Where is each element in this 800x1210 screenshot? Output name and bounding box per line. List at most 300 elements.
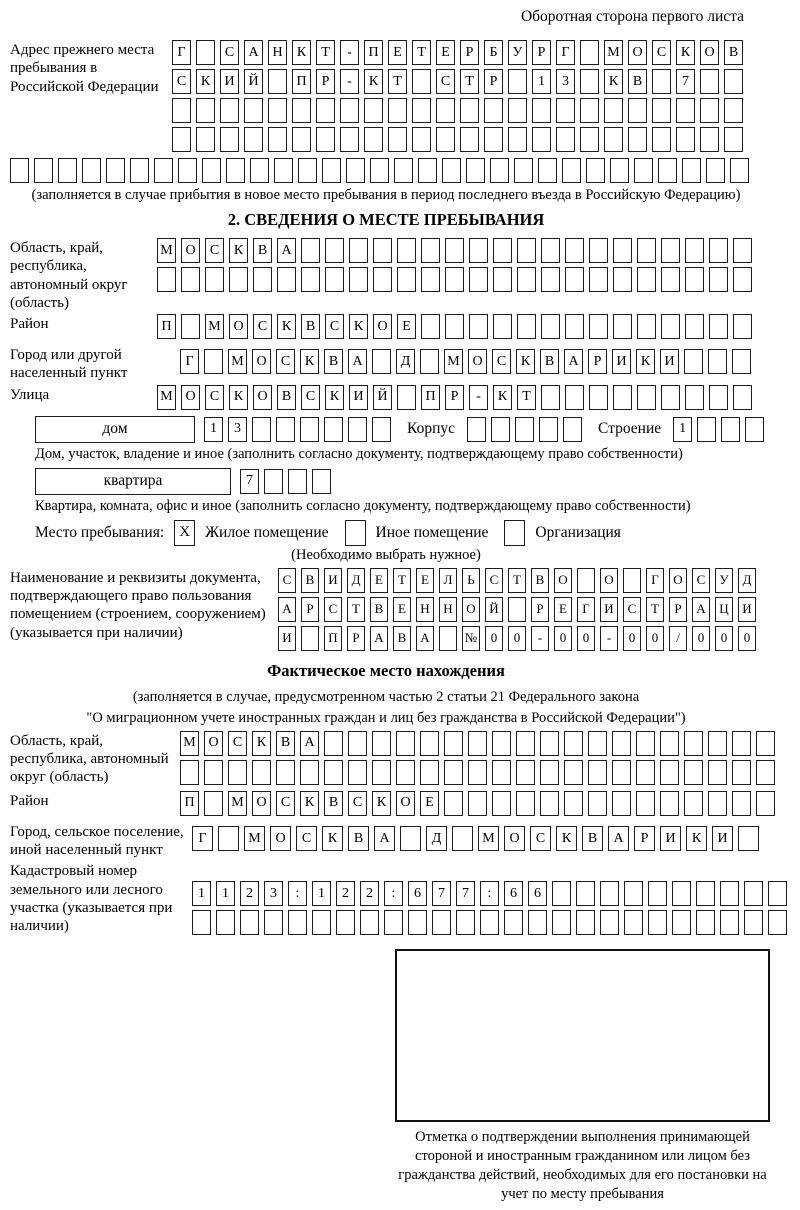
char-box[interactable]: Й	[244, 69, 263, 94]
char-box[interactable]: В	[324, 791, 343, 816]
char-box[interactable]	[204, 349, 223, 374]
char-box[interactable]	[157, 267, 176, 292]
char-box[interactable]: 3	[556, 69, 575, 94]
char-box[interactable]	[420, 731, 439, 756]
char-box[interactable]	[322, 158, 341, 183]
char-box[interactable]	[264, 910, 283, 935]
char-box[interactable]	[325, 267, 344, 292]
char-box[interactable]: Е	[436, 40, 455, 65]
char-box[interactable]: :	[288, 881, 307, 906]
char-box[interactable]: 1	[204, 417, 223, 442]
char-box[interactable]: 1	[312, 881, 331, 906]
char-box[interactable]	[661, 267, 680, 292]
char-box[interactable]	[562, 158, 581, 183]
char-box[interactable]	[708, 760, 727, 785]
char-box[interactable]	[700, 69, 719, 94]
char-box[interactable]	[540, 731, 559, 756]
char-box[interactable]: С	[172, 69, 191, 94]
char-box[interactable]	[288, 910, 307, 935]
char-box[interactable]: М	[228, 349, 247, 374]
char-box[interactable]	[730, 158, 749, 183]
char-box[interactable]: 0	[485, 626, 503, 651]
char-box[interactable]: Е	[554, 597, 572, 622]
char-box[interactable]	[541, 267, 560, 292]
char-box[interactable]: К	[300, 349, 319, 374]
char-box[interactable]	[516, 731, 535, 756]
char-box[interactable]	[708, 349, 727, 374]
char-box[interactable]	[538, 158, 557, 183]
char-box[interactable]	[685, 238, 704, 263]
char-box[interactable]: М	[444, 349, 463, 374]
char-box[interactable]: 1	[532, 69, 551, 94]
char-box[interactable]	[768, 910, 787, 935]
char-box[interactable]	[252, 417, 271, 442]
char-box[interactable]: Г	[192, 826, 213, 851]
char-box[interactable]	[196, 98, 215, 123]
char-box[interactable]: К	[229, 385, 248, 410]
char-box[interactable]: К	[300, 791, 319, 816]
char-box[interactable]	[34, 158, 53, 183]
char-box[interactable]	[652, 127, 671, 152]
char-box[interactable]: 2	[240, 881, 259, 906]
char-box[interactable]	[348, 417, 367, 442]
char-box[interactable]	[82, 158, 101, 183]
char-box[interactable]: Р	[316, 69, 335, 94]
char-box[interactable]: И	[278, 626, 296, 651]
char-box[interactable]	[541, 385, 560, 410]
char-box[interactable]: Р	[347, 626, 365, 651]
char-box[interactable]	[274, 158, 293, 183]
char-box[interactable]: 0	[577, 626, 595, 651]
char-box[interactable]	[604, 127, 623, 152]
char-box[interactable]	[565, 385, 584, 410]
char-box[interactable]	[469, 238, 488, 263]
char-box[interactable]	[532, 98, 551, 123]
char-box[interactable]: Н	[416, 597, 434, 622]
char-box[interactable]	[745, 417, 764, 442]
char-box[interactable]	[491, 417, 510, 442]
char-box[interactable]	[154, 158, 173, 183]
char-box[interactable]: Г	[180, 349, 199, 374]
char-box[interactable]	[388, 127, 407, 152]
char-box[interactable]	[106, 158, 125, 183]
char-box[interactable]: С	[278, 568, 296, 593]
char-box[interactable]: В	[276, 731, 295, 756]
char-box[interactable]: А	[278, 597, 296, 622]
char-box[interactable]	[580, 40, 599, 65]
char-box[interactable]: С	[623, 597, 641, 622]
char-box[interactable]	[508, 597, 526, 622]
char-box[interactable]	[396, 760, 415, 785]
char-box[interactable]: Д	[738, 568, 756, 593]
char-box[interactable]	[408, 910, 427, 935]
char-box[interactable]: Р	[445, 385, 464, 410]
char-box[interactable]	[563, 417, 582, 442]
char-box[interactable]: 7	[432, 881, 451, 906]
char-box[interactable]	[220, 127, 239, 152]
char-box[interactable]	[373, 267, 392, 292]
char-box[interactable]	[589, 314, 608, 339]
char-box[interactable]	[709, 385, 728, 410]
char-box[interactable]: 7	[676, 69, 695, 94]
char-box[interactable]	[589, 385, 608, 410]
char-box[interactable]	[684, 791, 703, 816]
char-box[interactable]: О	[270, 826, 291, 851]
char-box[interactable]: Ц	[715, 597, 733, 622]
char-box[interactable]	[623, 568, 641, 593]
char-box[interactable]: В	[540, 349, 559, 374]
char-box[interactable]	[420, 349, 439, 374]
char-box[interactable]	[733, 385, 752, 410]
char-box[interactable]: С	[325, 314, 344, 339]
char-box[interactable]	[301, 238, 320, 263]
char-box[interactable]	[756, 760, 775, 785]
char-box[interactable]: О	[253, 385, 272, 410]
char-box[interactable]: А	[370, 626, 388, 651]
char-box[interactable]	[468, 760, 487, 785]
char-box[interactable]: О	[181, 385, 200, 410]
char-box[interactable]: В	[531, 568, 549, 593]
char-box[interactable]	[312, 469, 331, 494]
char-box[interactable]	[724, 98, 743, 123]
char-box[interactable]	[636, 731, 655, 756]
char-box[interactable]	[637, 385, 656, 410]
char-box[interactable]: К	[364, 69, 383, 94]
char-box[interactable]: Г	[172, 40, 191, 65]
char-box[interactable]	[396, 731, 415, 756]
char-box[interactable]	[532, 127, 551, 152]
char-box[interactable]	[652, 98, 671, 123]
char-box[interactable]: О	[229, 314, 248, 339]
char-box[interactable]	[364, 127, 383, 152]
char-box[interactable]: С	[485, 568, 503, 593]
char-box[interactable]	[469, 314, 488, 339]
char-box[interactable]	[240, 910, 259, 935]
char-box[interactable]	[508, 127, 527, 152]
char-box[interactable]	[700, 98, 719, 123]
char-box[interactable]	[517, 314, 536, 339]
char-box[interactable]	[493, 267, 512, 292]
char-box[interactable]	[340, 98, 359, 123]
char-box[interactable]	[565, 267, 584, 292]
char-box[interactable]: 2	[336, 881, 355, 906]
char-box[interactable]	[685, 267, 704, 292]
char-box[interactable]	[588, 791, 607, 816]
char-box[interactable]: 0	[508, 626, 526, 651]
char-box[interactable]: В	[253, 238, 272, 263]
char-box[interactable]: Е	[397, 314, 416, 339]
char-box[interactable]	[565, 238, 584, 263]
char-box[interactable]: Е	[416, 568, 434, 593]
char-box[interactable]: 0	[554, 626, 572, 651]
char-box[interactable]	[364, 98, 383, 123]
char-box[interactable]	[370, 158, 389, 183]
char-box[interactable]: 0	[738, 626, 756, 651]
char-box[interactable]	[577, 568, 595, 593]
char-box[interactable]: К	[229, 238, 248, 263]
char-box[interactable]	[565, 314, 584, 339]
char-box[interactable]	[253, 267, 272, 292]
char-box[interactable]	[564, 791, 583, 816]
char-box[interactable]	[613, 385, 632, 410]
char-box[interactable]: -	[469, 385, 488, 410]
char-box[interactable]: О	[669, 568, 687, 593]
char-box[interactable]	[130, 158, 149, 183]
char-box[interactable]: -	[340, 69, 359, 94]
checkbox-other-premises[interactable]	[345, 520, 366, 546]
char-box[interactable]: 2	[360, 881, 379, 906]
char-box[interactable]: А	[277, 238, 296, 263]
char-box[interactable]	[709, 267, 728, 292]
char-box[interactable]	[556, 127, 575, 152]
char-box[interactable]: А	[692, 597, 710, 622]
char-box[interactable]: К	[349, 314, 368, 339]
char-box[interactable]: А	[348, 349, 367, 374]
char-box[interactable]	[420, 760, 439, 785]
char-box[interactable]	[517, 238, 536, 263]
char-box[interactable]	[316, 127, 335, 152]
char-box[interactable]	[732, 731, 751, 756]
char-box[interactable]	[292, 127, 311, 152]
char-box[interactable]	[612, 791, 631, 816]
char-box[interactable]: С	[324, 597, 342, 622]
char-box[interactable]: А	[608, 826, 629, 851]
char-box[interactable]: О	[462, 597, 480, 622]
char-box[interactable]: М	[180, 731, 199, 756]
char-box[interactable]: В	[324, 349, 343, 374]
char-box[interactable]: -	[340, 40, 359, 65]
char-box[interactable]: П	[364, 40, 383, 65]
char-box[interactable]: О	[600, 568, 618, 593]
char-box[interactable]	[456, 910, 475, 935]
char-box[interactable]	[432, 910, 451, 935]
char-box[interactable]: С	[205, 385, 224, 410]
char-box[interactable]: Р	[301, 597, 319, 622]
char-box[interactable]: С	[276, 349, 295, 374]
char-box[interactable]: С	[220, 40, 239, 65]
char-box[interactable]	[661, 238, 680, 263]
char-box[interactable]: Т	[646, 597, 664, 622]
char-box[interactable]: 0	[692, 626, 710, 651]
char-box[interactable]	[732, 791, 751, 816]
char-box[interactable]	[276, 760, 295, 785]
char-box[interactable]	[732, 760, 751, 785]
char-box[interactable]: Л	[439, 568, 457, 593]
char-box[interactable]: И	[600, 597, 618, 622]
char-box[interactable]	[444, 760, 463, 785]
char-box[interactable]	[324, 760, 343, 785]
char-box[interactable]	[517, 267, 536, 292]
char-box[interactable]: Д	[396, 349, 415, 374]
char-box[interactable]: Т	[412, 40, 431, 65]
char-box[interactable]	[276, 417, 295, 442]
char-box[interactable]: М	[157, 238, 176, 263]
char-box[interactable]	[336, 910, 355, 935]
char-box[interactable]	[360, 910, 379, 935]
char-box[interactable]: О	[204, 731, 223, 756]
char-box[interactable]	[172, 127, 191, 152]
char-box[interactable]: С	[276, 791, 295, 816]
char-box[interactable]: О	[504, 826, 525, 851]
char-box[interactable]	[467, 417, 486, 442]
char-box[interactable]	[661, 314, 680, 339]
char-box[interactable]: Р	[669, 597, 687, 622]
char-box[interactable]: П	[157, 314, 176, 339]
char-box[interactable]	[685, 385, 704, 410]
char-box[interactable]	[660, 731, 679, 756]
char-box[interactable]	[493, 314, 512, 339]
char-box[interactable]	[636, 760, 655, 785]
char-box[interactable]: В	[301, 568, 319, 593]
char-box[interactable]	[564, 760, 583, 785]
char-box[interactable]	[541, 314, 560, 339]
char-box[interactable]: 1	[192, 881, 211, 906]
char-box[interactable]	[720, 910, 739, 935]
char-box[interactable]	[708, 791, 727, 816]
char-box[interactable]: К	[686, 826, 707, 851]
char-box[interactable]	[346, 158, 365, 183]
char-box[interactable]	[556, 98, 575, 123]
char-box[interactable]	[696, 910, 715, 935]
char-box[interactable]: К	[676, 40, 695, 65]
char-box[interactable]: О	[468, 349, 487, 374]
char-box[interactable]: Т	[460, 69, 479, 94]
char-box[interactable]	[700, 127, 719, 152]
char-box[interactable]	[394, 158, 413, 183]
char-box[interactable]	[192, 910, 211, 935]
char-box[interactable]	[445, 314, 464, 339]
char-box[interactable]: А	[244, 40, 263, 65]
char-box[interactable]	[444, 731, 463, 756]
char-box[interactable]: К	[325, 385, 344, 410]
char-box[interactable]	[684, 731, 703, 756]
char-box[interactable]	[397, 238, 416, 263]
char-box[interactable]	[301, 267, 320, 292]
char-box[interactable]: К	[292, 40, 311, 65]
char-box[interactable]	[250, 158, 269, 183]
char-box[interactable]: К	[372, 791, 391, 816]
char-box[interactable]	[564, 731, 583, 756]
char-box[interactable]: В	[393, 626, 411, 651]
char-box[interactable]	[196, 40, 215, 65]
char-box[interactable]	[637, 267, 656, 292]
char-box[interactable]: С	[301, 385, 320, 410]
char-box[interactable]	[504, 910, 523, 935]
char-box[interactable]: И	[660, 349, 679, 374]
char-box[interactable]: 1	[673, 417, 692, 442]
char-box[interactable]	[484, 98, 503, 123]
char-box[interactable]: О	[628, 40, 647, 65]
char-box[interactable]: Р	[460, 40, 479, 65]
char-box[interactable]: Е	[370, 568, 388, 593]
char-box[interactable]	[252, 760, 271, 785]
char-box[interactable]	[264, 469, 283, 494]
char-box[interactable]: Н	[439, 597, 457, 622]
char-box[interactable]: С	[228, 731, 247, 756]
char-box[interactable]	[539, 417, 558, 442]
char-box[interactable]	[508, 98, 527, 123]
char-box[interactable]	[445, 267, 464, 292]
char-box[interactable]	[421, 238, 440, 263]
char-box[interactable]	[624, 910, 643, 935]
char-box[interactable]: Н	[268, 40, 287, 65]
char-box[interactable]: К	[196, 69, 215, 94]
char-box[interactable]	[292, 98, 311, 123]
char-box[interactable]	[600, 881, 619, 906]
char-box[interactable]: О	[252, 349, 271, 374]
char-box[interactable]	[552, 910, 571, 935]
char-box[interactable]	[244, 98, 263, 123]
char-box[interactable]	[460, 98, 479, 123]
char-box[interactable]	[10, 158, 29, 183]
char-box[interactable]: М	[205, 314, 224, 339]
char-box[interactable]: П	[421, 385, 440, 410]
char-box[interactable]: 7	[456, 881, 475, 906]
char-box[interactable]: Г	[646, 568, 664, 593]
char-box[interactable]	[493, 238, 512, 263]
char-box[interactable]: Т	[517, 385, 536, 410]
char-box[interactable]: 7	[240, 469, 259, 494]
char-box[interactable]	[613, 238, 632, 263]
char-box[interactable]	[218, 826, 239, 851]
char-box[interactable]	[660, 791, 679, 816]
char-box[interactable]	[300, 417, 319, 442]
char-box[interactable]: В	[582, 826, 603, 851]
char-box[interactable]	[724, 127, 743, 152]
char-box[interactable]	[586, 158, 605, 183]
char-box[interactable]	[324, 417, 343, 442]
char-box[interactable]	[412, 127, 431, 152]
char-box[interactable]: 0	[715, 626, 733, 651]
char-box[interactable]: К	[277, 314, 296, 339]
char-box[interactable]	[733, 267, 752, 292]
char-box[interactable]	[204, 791, 223, 816]
char-box[interactable]	[732, 349, 751, 374]
char-box[interactable]	[58, 158, 77, 183]
char-box[interactable]: К	[252, 731, 271, 756]
char-box[interactable]: 1	[216, 881, 235, 906]
char-box[interactable]: С	[530, 826, 551, 851]
char-box[interactable]	[466, 158, 485, 183]
char-box[interactable]	[658, 158, 677, 183]
char-box[interactable]	[672, 910, 691, 935]
char-box[interactable]	[637, 314, 656, 339]
char-box[interactable]	[181, 314, 200, 339]
char-box[interactable]: П	[180, 791, 199, 816]
char-box[interactable]	[636, 791, 655, 816]
char-box[interactable]: К	[636, 349, 655, 374]
char-box[interactable]	[756, 791, 775, 816]
char-box[interactable]	[580, 127, 599, 152]
char-box[interactable]: М	[478, 826, 499, 851]
char-box[interactable]	[706, 158, 725, 183]
char-box[interactable]	[696, 881, 715, 906]
char-box[interactable]: С	[492, 349, 511, 374]
char-box[interactable]	[685, 314, 704, 339]
char-box[interactable]	[444, 791, 463, 816]
char-box[interactable]: :	[384, 881, 403, 906]
char-box[interactable]: И	[712, 826, 733, 851]
char-box[interactable]	[676, 98, 695, 123]
char-box[interactable]: Д	[347, 568, 365, 593]
char-box[interactable]	[216, 910, 235, 935]
char-box[interactable]: О	[252, 791, 271, 816]
char-box[interactable]	[660, 760, 679, 785]
char-box[interactable]: Г	[577, 597, 595, 622]
char-box[interactable]: В	[348, 826, 369, 851]
char-box[interactable]	[300, 760, 319, 785]
char-box[interactable]: Т	[316, 40, 335, 65]
